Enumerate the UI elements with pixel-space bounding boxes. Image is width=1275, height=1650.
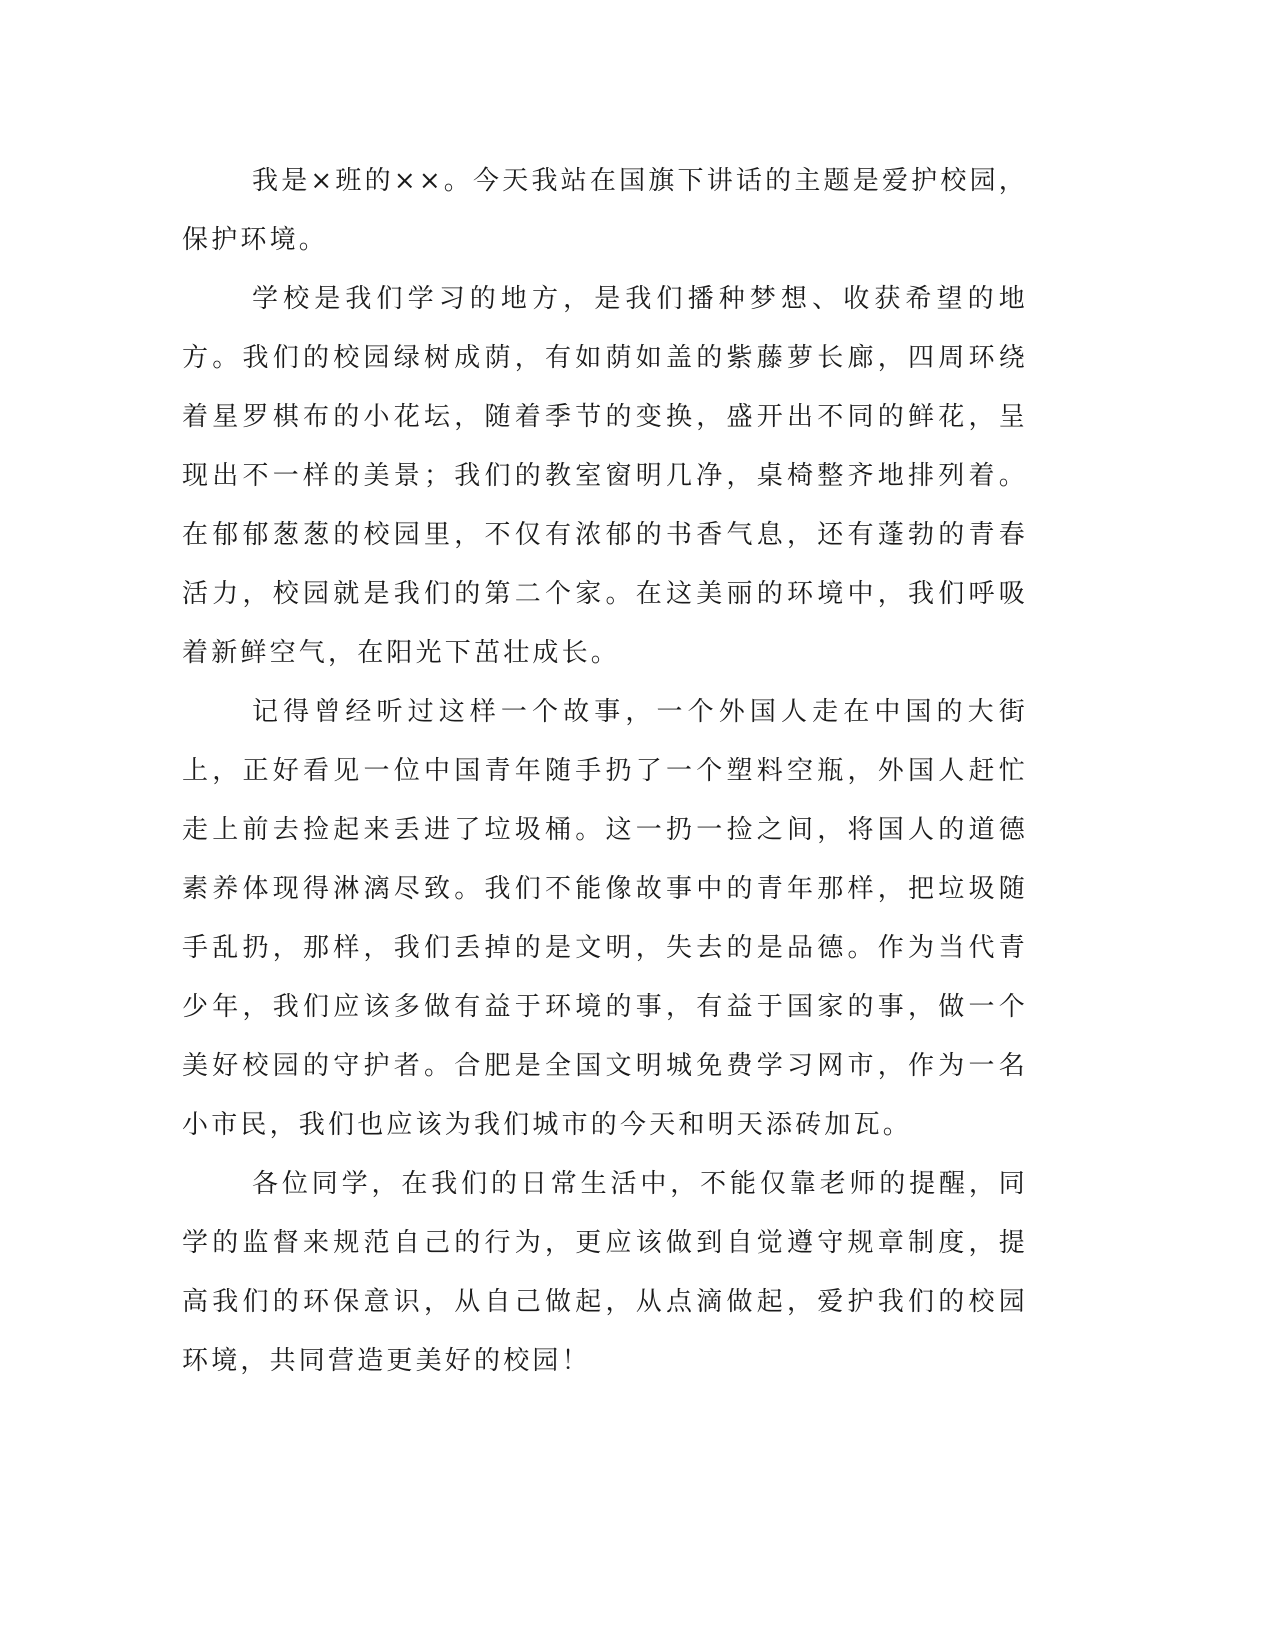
paragraph-story: 记得曾经听过这样一个故事，一个外国人走在中国的大街上，正好看见一位中国青年随手扔了一个塑料空瓶，外国人赶忙走上前去捡起来丢进了垃圾桶。这一扔一捡之间，将国人的道德素养体现得淋漓尽致。我们不能像故事中的青年那样，把垃圾随手乱扔，那样，我们丢掉的是文明，失去的是品德。作为当代青少年，我们应该多做有益于环境的事，有益于国家的事，做一个美好校园的守护者。合肥是全国文明城免费学习网市，作为一名小市民，我们也应该为我们城市的今天和明天添砖加瓦。 [182, 697, 1028, 1140]
speech-body [182, 152, 1028, 1391]
paragraph-intro: 我是×班的××。今天我站在国旗下讲话的主题是爱护校园，保护环境。 [182, 166, 1028, 255]
paragraph-closing: 各位同学，在我们的日常生活中，不能仅靠老师的提醒，同学的监督来规范自己的行为，更应该做到自觉遵守规章制度，提高我们的环保意识，从自己做起，从点滴做起，爱护我们的校园环境，共同营造更美好的校园！ [182, 1169, 1028, 1376]
paragraph-campus: 学校是我们学习的地方，是我们播种梦想、收获希望的地方。我们的校园绿树成荫，有如荫如盖的紫藤萝长廊，四周环绕着星罗棋布的小花坛，随着季节的变换，盛开出不同的鲜花，呈现出不一样的美景；我们的教室窗明几净，桌椅整齐地排列着。在郁郁葱葱的校园里，不仅有浓郁的书香气息，还有蓬勃的青春活力，校园就是我们的第二个家。在这美丽的环境中，我们呼吸着新鲜空气，在阳光下茁壮成长。 [182, 284, 1028, 668]
